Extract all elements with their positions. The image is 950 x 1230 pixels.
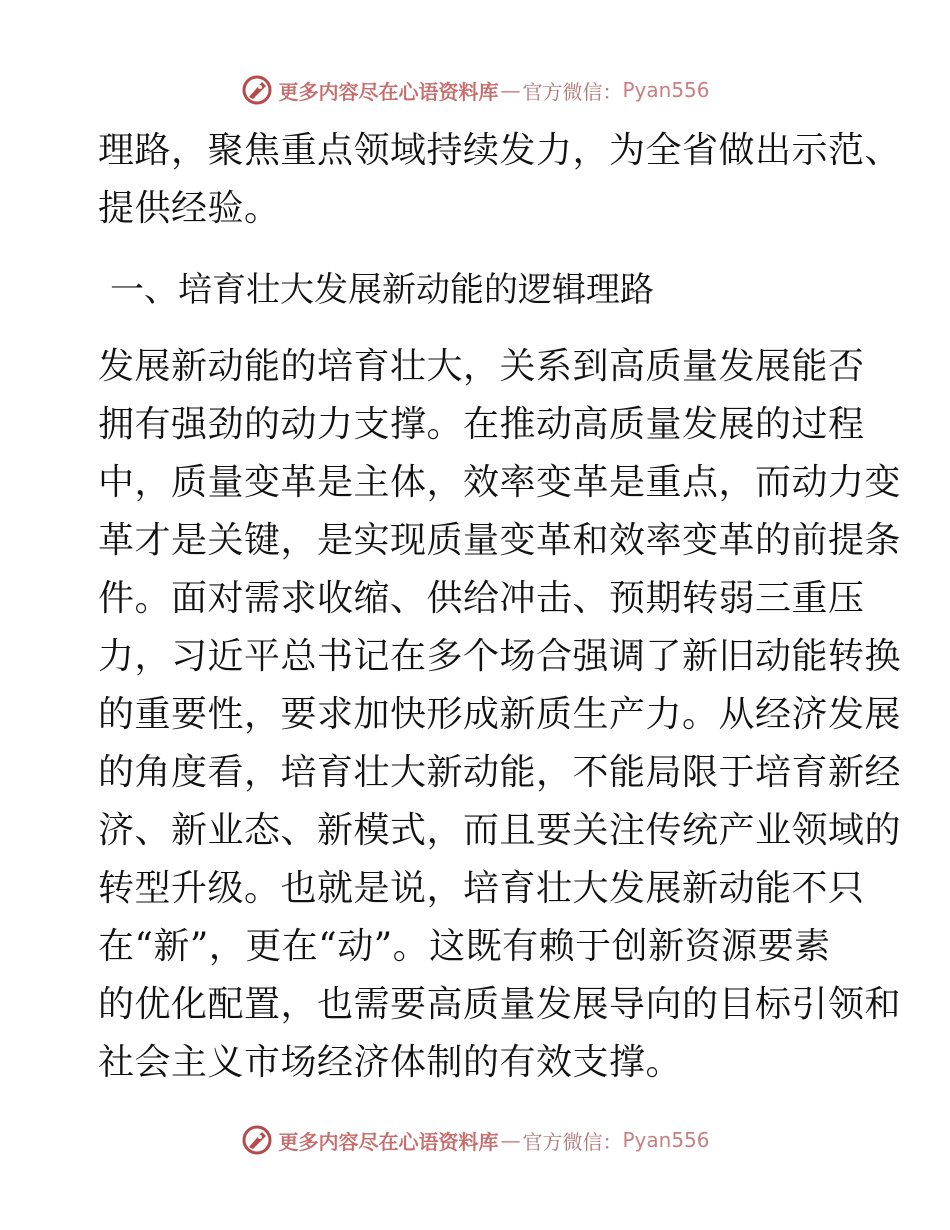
- watermark-wechat-id: Pyan556: [622, 1128, 710, 1152]
- paragraph-line: 的重要性，要求加快形成新质生产力。从经济发展: [98, 694, 902, 735]
- watermark-official-label: 官方微信：: [522, 79, 623, 104]
- watermark-site-text: 更多内容尽在心语资料库: [278, 79, 499, 104]
- watermark-dash: —: [500, 78, 521, 102]
- paragraph-line: 在“新”，更在“动”。这既有赖于创新资源要素: [98, 926, 831, 967]
- paragraph-line: 济、新业态、新模式，而且要关注传统产业领域的: [98, 810, 902, 851]
- paragraph-line: 社会主义市场经济体制的有效支撑。: [98, 1042, 683, 1083]
- watermark-dash: —: [500, 1128, 521, 1152]
- paragraph-line: 革才是关键，是实现质量变革和效率变革的前提条: [98, 520, 902, 561]
- paragraph-line: 的角度看，培育壮大新动能，不能局限于培育新经: [98, 752, 902, 793]
- paragraph-line: 力，习近平总书记在多个场合强调了新旧动能转换: [98, 636, 902, 677]
- section-heading: 一、培育壮大发展新动能的逻辑理路: [110, 270, 654, 310]
- paragraph-line: 发展新动能的培育壮大，关系到高质量发展能否: [98, 346, 865, 387]
- body-paragraph: [98, 338, 902, 1092]
- watermark-site-text: 更多内容尽在心语资料库: [278, 1129, 499, 1154]
- header-watermark: [0, 70, 950, 110]
- paragraph-line: 转型升级。也就是说，培育壮大发展新动能不只: [98, 868, 865, 909]
- intro-line: 理路，聚焦重点领域持续发力，为全省做出示范、: [98, 130, 902, 171]
- paragraph-line: 拥有强劲的动力支撑。在推动高质量发展的过程: [98, 404, 865, 445]
- paragraph-line: 件。面对需求收缩、供给冲击、预期转弱三重压: [98, 578, 865, 619]
- footer-watermark: [0, 1120, 950, 1160]
- pen-nib-circle-icon: [240, 73, 274, 107]
- paragraph-line: 中，质量变革是主体，效率变革是重点，而动力变: [98, 462, 902, 503]
- document-body: [98, 122, 902, 1092]
- watermark-official-label: 官方微信：: [522, 1129, 623, 1154]
- paragraph-line: 的优化配置，也需要高质量发展导向的目标引领和: [98, 984, 902, 1025]
- intro-line: 提供经验。: [98, 188, 281, 229]
- pen-nib-circle-icon: [240, 1123, 274, 1157]
- watermark-wechat-id: Pyan556: [622, 78, 710, 102]
